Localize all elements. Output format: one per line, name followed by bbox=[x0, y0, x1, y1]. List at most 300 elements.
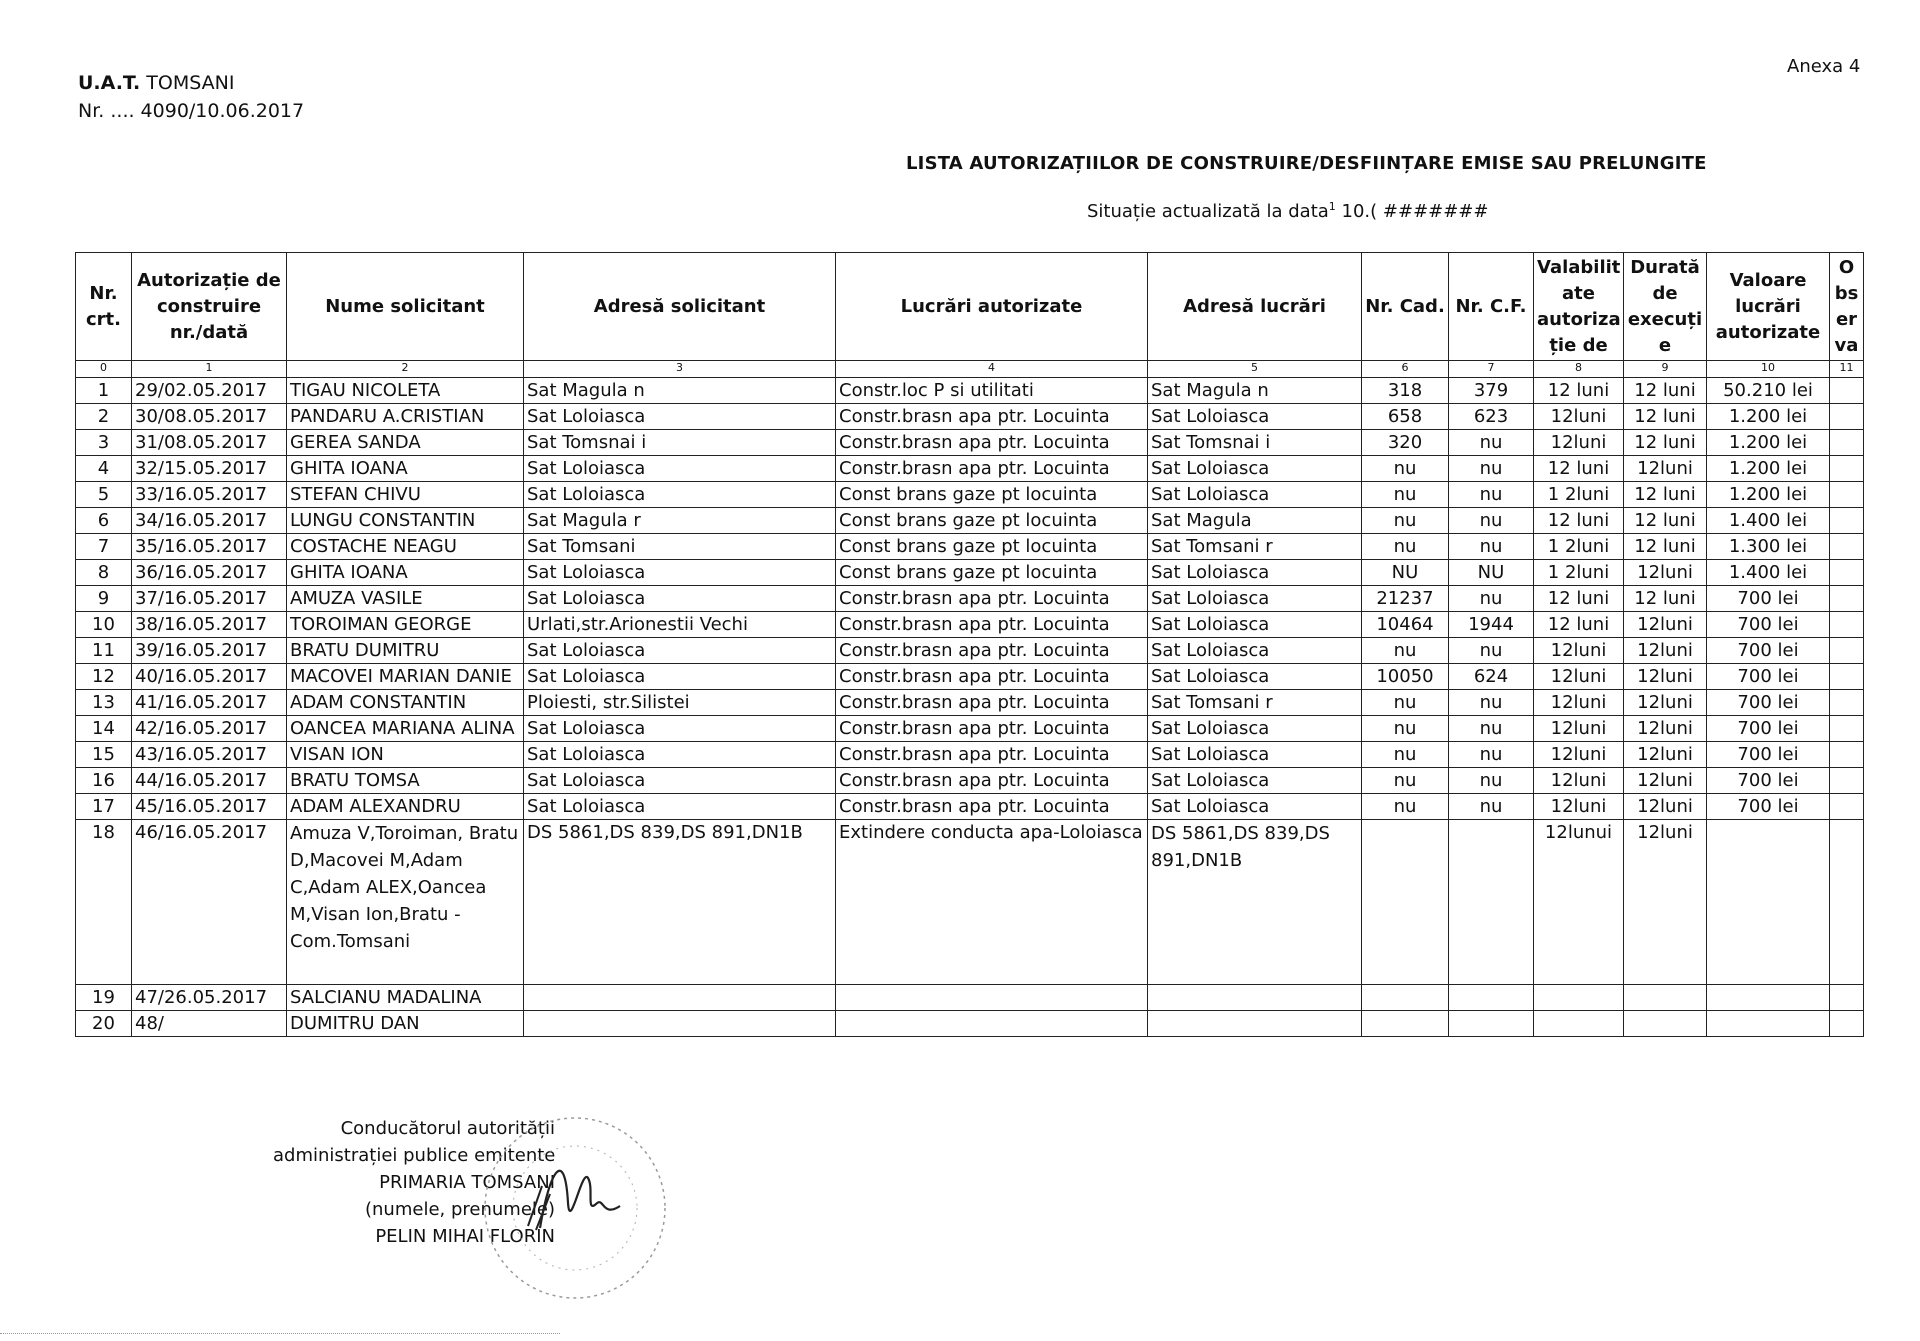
table-cell: 10464 bbox=[1362, 612, 1449, 638]
table-cell: nu bbox=[1362, 690, 1449, 716]
table-cell: Sat Tomsnai i bbox=[524, 430, 836, 456]
table-cell: Sat Magula n bbox=[1148, 378, 1362, 404]
table-cell: 8 bbox=[76, 560, 132, 586]
table-cell: 1.400 lei bbox=[1707, 560, 1830, 586]
table-cell: 1.300 lei bbox=[1707, 534, 1830, 560]
table-cell: BRATU TOMSA bbox=[287, 768, 524, 794]
table-cell: Sat Magula bbox=[1148, 508, 1362, 534]
table-cell: Sat Loloiasca bbox=[1148, 482, 1362, 508]
table-cell: Sat Loloiasca bbox=[1148, 456, 1362, 482]
table-cell: Sat Loloiasca bbox=[524, 742, 836, 768]
table-cell bbox=[1449, 820, 1534, 985]
table-cell: 12luni bbox=[1624, 456, 1707, 482]
table-cell: 15 bbox=[76, 742, 132, 768]
table-cell: Sat Tomsani r bbox=[1148, 690, 1362, 716]
table-cell bbox=[1830, 820, 1864, 985]
table-cell bbox=[1830, 664, 1864, 690]
table-cell bbox=[1362, 820, 1449, 985]
table-cell: PANDARU A.CRISTIAN bbox=[287, 404, 524, 430]
table-cell: GHITA IOANA bbox=[287, 456, 524, 482]
table-cell: Sat Loloiasca bbox=[1148, 612, 1362, 638]
column-number: 1 bbox=[132, 361, 287, 378]
table-cell: TIGAU NICOLETA bbox=[287, 378, 524, 404]
table-cell: 12luni bbox=[1534, 404, 1624, 430]
table-cell: Amuza V,Toroiman, Bratu D,Macovei M,Adam C,Adam ALEX,Oancea M,Visan Ion,Bratu -Com.Tomsani bbox=[287, 820, 524, 985]
table-cell: nu bbox=[1449, 716, 1534, 742]
table-cell: 12luni bbox=[1534, 664, 1624, 690]
table-cell: Constr.brasn apa ptr. Locuinta bbox=[836, 664, 1148, 690]
table-cell: Sat Loloiasca bbox=[1148, 638, 1362, 664]
table-cell bbox=[1830, 612, 1864, 638]
table-cell: AMUZA VASILE bbox=[287, 586, 524, 612]
table-cell: Sat Loloiasca bbox=[524, 586, 836, 612]
table-row bbox=[76, 404, 1864, 430]
table-cell: 1.200 lei bbox=[1707, 404, 1830, 430]
table-cell: ADAM CONSTANTIN bbox=[287, 690, 524, 716]
table-cell: 12luni bbox=[1534, 690, 1624, 716]
table-cell: 6 bbox=[76, 508, 132, 534]
table-cell bbox=[1830, 638, 1864, 664]
table-row bbox=[76, 985, 1864, 1011]
table-cell: Sat Tomsani r bbox=[1148, 534, 1362, 560]
table-cell: 1.400 lei bbox=[1707, 508, 1830, 534]
table-cell bbox=[1148, 985, 1362, 1011]
table-cell: 9 bbox=[76, 586, 132, 612]
table-cell: 12luni bbox=[1624, 612, 1707, 638]
table-cell: Sat Loloiasca bbox=[1148, 560, 1362, 586]
table-cell bbox=[1830, 716, 1864, 742]
table-cell: Sat Tomsani bbox=[524, 534, 836, 560]
table-cell bbox=[1624, 1011, 1707, 1037]
table-cell: 12luni bbox=[1624, 820, 1707, 985]
table-cell: 34/16.05.2017 bbox=[132, 508, 287, 534]
table-cell: 42/16.05.2017 bbox=[132, 716, 287, 742]
table-cell: nu bbox=[1362, 482, 1449, 508]
table-cell: DS 5861,DS 839,DS 891,DN1B bbox=[524, 820, 836, 985]
table-cell: 12 luni bbox=[1624, 482, 1707, 508]
table-cell: 12 luni bbox=[1624, 534, 1707, 560]
table-cell: NU bbox=[1449, 560, 1534, 586]
table-cell: 21237 bbox=[1362, 586, 1449, 612]
table-cell bbox=[1830, 768, 1864, 794]
table-cell: Sat Loloiasca bbox=[524, 638, 836, 664]
table-cell: 17 bbox=[76, 794, 132, 820]
document-number: Nr. .... 4090/10.06.2017 bbox=[78, 100, 305, 122]
table-cell: nu bbox=[1362, 716, 1449, 742]
table-cell bbox=[1707, 985, 1830, 1011]
table-row bbox=[76, 820, 1864, 985]
table-cell: 12luni bbox=[1534, 716, 1624, 742]
table-cell: 12luni bbox=[1534, 638, 1624, 664]
column-header: Nume solicitant bbox=[287, 253, 524, 361]
table-row bbox=[76, 378, 1864, 404]
column-header: Autorizație de construire nr./dată bbox=[132, 253, 287, 361]
table-cell: 658 bbox=[1362, 404, 1449, 430]
table-cell: nu bbox=[1362, 638, 1449, 664]
table-cell: 13 bbox=[76, 690, 132, 716]
column-header: Valabilit ate autoriza ție de bbox=[1534, 253, 1624, 361]
table-row bbox=[76, 560, 1864, 586]
table-cell: GHITA IOANA bbox=[287, 560, 524, 586]
table-cell: Sat Tomsnai i bbox=[1148, 430, 1362, 456]
table-cell: DS 5861,DS 839,DS 891,DN1B bbox=[1148, 820, 1362, 985]
signature-line: administrației publice emitente bbox=[273, 1145, 556, 1166]
table-cell: Sat Loloiasca bbox=[524, 768, 836, 794]
table-cell bbox=[1830, 586, 1864, 612]
table-cell: 700 lei bbox=[1707, 768, 1830, 794]
table-cell bbox=[1362, 985, 1449, 1011]
signature-line: PELIN MIHAI FLORIN bbox=[375, 1226, 555, 1247]
table-cell: MACOVEI MARIAN DANIE bbox=[287, 664, 524, 690]
table-row bbox=[76, 638, 1864, 664]
table-cell: Sat Loloiasca bbox=[524, 560, 836, 586]
table-cell: nu bbox=[1449, 768, 1534, 794]
document-title: LISTA AUTORIZAȚIILOR DE CONSTRUIRE/DESFIINȚARE EMISE SAU PRELUNGITE bbox=[906, 153, 1707, 174]
table-cell: nu bbox=[1449, 456, 1534, 482]
table-cell: 46/16.05.2017 bbox=[132, 820, 287, 985]
table-cell: nu bbox=[1449, 534, 1534, 560]
table-cell: Extindere conducta apa-Loloiasca bbox=[836, 820, 1148, 985]
table-cell: nu bbox=[1362, 534, 1449, 560]
table-cell: 19 bbox=[76, 985, 132, 1011]
table-cell: nu bbox=[1362, 456, 1449, 482]
table-cell bbox=[836, 985, 1148, 1011]
table-row bbox=[76, 586, 1864, 612]
table-cell bbox=[1707, 1011, 1830, 1037]
table-cell: Sat Loloiasca bbox=[524, 664, 836, 690]
table-cell: Ploiesti, str.Silistei bbox=[524, 690, 836, 716]
table-cell: 33/16.05.2017 bbox=[132, 482, 287, 508]
table-cell bbox=[1830, 690, 1864, 716]
table-cell: SALCIANU MADALINA bbox=[287, 985, 524, 1011]
column-header: Nr. Cad. bbox=[1362, 253, 1449, 361]
table-cell: GEREA SANDA bbox=[287, 430, 524, 456]
table-cell: 700 lei bbox=[1707, 612, 1830, 638]
table-cell: Constr.brasn apa ptr. Locuinta bbox=[836, 404, 1148, 430]
table-cell: 38/16.05.2017 bbox=[132, 612, 287, 638]
column-header: Durată de execuți e bbox=[1624, 253, 1707, 361]
table-cell: 36/16.05.2017 bbox=[132, 560, 287, 586]
table-cell: 1 bbox=[76, 378, 132, 404]
table-cell: TOROIMAN GEORGE bbox=[287, 612, 524, 638]
footnote-marker: 1 bbox=[1328, 200, 1336, 213]
table-cell: 12 luni bbox=[1624, 404, 1707, 430]
table-cell: 32/15.05.2017 bbox=[132, 456, 287, 482]
table-cell bbox=[1449, 985, 1534, 1011]
table-cell: NU bbox=[1362, 560, 1449, 586]
table-row bbox=[76, 508, 1864, 534]
table-row bbox=[76, 690, 1864, 716]
table-cell: 1 2luni bbox=[1534, 560, 1624, 586]
table-cell: 7 bbox=[76, 534, 132, 560]
column-header: Valoare lucrări autorizate bbox=[1707, 253, 1830, 361]
column-number: 0 bbox=[76, 361, 132, 378]
table-row bbox=[76, 1011, 1864, 1037]
column-number: 4 bbox=[836, 361, 1148, 378]
table-cell: Sat Loloiasca bbox=[524, 456, 836, 482]
column-header: Nr. C.F. bbox=[1449, 253, 1534, 361]
table-cell: 10 bbox=[76, 612, 132, 638]
table-cell: Constr.brasn apa ptr. Locuinta bbox=[836, 638, 1148, 664]
table-cell: 35/16.05.2017 bbox=[132, 534, 287, 560]
table-cell: Sat Loloiasca bbox=[1148, 586, 1362, 612]
table-cell: ADAM ALEXANDRU bbox=[287, 794, 524, 820]
table-cell: 43/16.05.2017 bbox=[132, 742, 287, 768]
table-cell: nu bbox=[1449, 690, 1534, 716]
table-cell: 700 lei bbox=[1707, 742, 1830, 768]
table-cell: 700 lei bbox=[1707, 664, 1830, 690]
column-number: 9 bbox=[1624, 361, 1707, 378]
table-cell bbox=[1830, 742, 1864, 768]
table-cell: 40/16.05.2017 bbox=[132, 664, 287, 690]
table-cell: Constr.brasn apa ptr. Locuinta bbox=[836, 690, 1148, 716]
table-cell: 12luni bbox=[1534, 768, 1624, 794]
table-cell: 379 bbox=[1449, 378, 1534, 404]
table-cell: 31/08.05.2017 bbox=[132, 430, 287, 456]
table-cell bbox=[1830, 560, 1864, 586]
table-header-row bbox=[76, 253, 1864, 361]
table-cell: Constr.brasn apa ptr. Locuinta bbox=[836, 586, 1148, 612]
table-cell: Sat Loloiasca bbox=[1148, 794, 1362, 820]
table-cell: 12 luni bbox=[1624, 430, 1707, 456]
table-cell bbox=[1449, 1011, 1534, 1037]
table-cell: 320 bbox=[1362, 430, 1449, 456]
table-cell: 20 bbox=[76, 1011, 132, 1037]
uat-name: TOMSANI bbox=[146, 72, 235, 94]
uat-label: U.A.T. bbox=[78, 72, 141, 94]
table-cell: 12luni bbox=[1624, 716, 1707, 742]
table-cell: 700 lei bbox=[1707, 586, 1830, 612]
table-cell: Constr.brasn apa ptr. Locuinta bbox=[836, 768, 1148, 794]
table-cell: nu bbox=[1362, 794, 1449, 820]
table-cell bbox=[1830, 378, 1864, 404]
table-cell: 14 bbox=[76, 716, 132, 742]
table-cell: 48/ bbox=[132, 1011, 287, 1037]
table-cell: 47/26.05.2017 bbox=[132, 985, 287, 1011]
table-cell: 45/16.05.2017 bbox=[132, 794, 287, 820]
update-date-value: 10.( ####### bbox=[1341, 201, 1489, 222]
table-cell: 4 bbox=[76, 456, 132, 482]
table-row bbox=[76, 430, 1864, 456]
table-row bbox=[76, 482, 1864, 508]
signature-line: Conducătorul autorității bbox=[340, 1118, 555, 1139]
table-cell bbox=[524, 1011, 836, 1037]
handwritten-signature-icon bbox=[540, 1171, 620, 1228]
table-cell: nu bbox=[1449, 638, 1534, 664]
table-cell: 41/16.05.2017 bbox=[132, 690, 287, 716]
table-body bbox=[76, 378, 1864, 1037]
table-cell: Const brans gaze pt locuinta bbox=[836, 508, 1148, 534]
signature-line: (numele, prenumele) bbox=[365, 1199, 555, 1220]
table-cell: Sat Loloiasca bbox=[1148, 742, 1362, 768]
column-number: 6 bbox=[1362, 361, 1449, 378]
table-cell: 16 bbox=[76, 768, 132, 794]
table-cell: 12luni bbox=[1534, 794, 1624, 820]
column-number: 3 bbox=[524, 361, 836, 378]
table-cell: Constr.brasn apa ptr. Locuinta bbox=[836, 612, 1148, 638]
table-cell: 12 luni bbox=[1624, 378, 1707, 404]
table-cell: 30/08.05.2017 bbox=[132, 404, 287, 430]
table-row bbox=[76, 742, 1864, 768]
uat-header bbox=[78, 72, 234, 94]
column-header: Adresă solicitant bbox=[524, 253, 836, 361]
table-cell: 12luni bbox=[1624, 690, 1707, 716]
table-cell: Sat Loloiasca bbox=[524, 404, 836, 430]
table-cell bbox=[1830, 404, 1864, 430]
table-cell: 29/02.05.2017 bbox=[132, 378, 287, 404]
column-number: 5 bbox=[1148, 361, 1362, 378]
table-cell: 12 bbox=[76, 664, 132, 690]
table-cell: nu bbox=[1449, 794, 1534, 820]
table-row bbox=[76, 456, 1864, 482]
column-header: Adresă lucrări bbox=[1148, 253, 1362, 361]
table-cell: VISAN ION bbox=[287, 742, 524, 768]
column-number: 10 bbox=[1707, 361, 1830, 378]
table-cell: 39/16.05.2017 bbox=[132, 638, 287, 664]
table-cell: 700 lei bbox=[1707, 638, 1830, 664]
table-cell: 12luni bbox=[1624, 560, 1707, 586]
table-cell bbox=[1830, 482, 1864, 508]
table-cell: Constr.brasn apa ptr. Locuinta bbox=[836, 742, 1148, 768]
table-cell: Sat Loloiasca bbox=[524, 794, 836, 820]
table-cell bbox=[1534, 985, 1624, 1011]
table-cell: 10050 bbox=[1362, 664, 1449, 690]
table-row bbox=[76, 768, 1864, 794]
table-cell bbox=[524, 985, 836, 1011]
table-cell: 1 2luni bbox=[1534, 534, 1624, 560]
table-cell: 12luni bbox=[1624, 794, 1707, 820]
authorizations-table bbox=[75, 252, 1864, 1037]
signature-line: PRIMARIA TOMSANI bbox=[379, 1172, 555, 1193]
table-cell: 12 luni bbox=[1534, 612, 1624, 638]
table-cell: 2 bbox=[76, 404, 132, 430]
table-cell: 12 luni bbox=[1534, 378, 1624, 404]
table-cell: 12luni bbox=[1624, 742, 1707, 768]
page-bottom-rule bbox=[0, 1333, 560, 1334]
table-cell: STEFAN CHIVU bbox=[287, 482, 524, 508]
table-cell: BRATU DUMITRU bbox=[287, 638, 524, 664]
table-cell bbox=[1830, 430, 1864, 456]
table-cell: Const brans gaze pt locuinta bbox=[836, 534, 1148, 560]
table-row bbox=[76, 794, 1864, 820]
table-cell bbox=[1830, 985, 1864, 1011]
table-cell bbox=[1362, 1011, 1449, 1037]
annex-label: Anexa 4 bbox=[1787, 56, 1861, 77]
table-cell: 1.200 lei bbox=[1707, 430, 1830, 456]
table-cell: nu bbox=[1449, 586, 1534, 612]
table-cell: Sat Loloiasca bbox=[1148, 716, 1362, 742]
table-row bbox=[76, 534, 1864, 560]
table-cell: OANCEA MARIANA ALINA bbox=[287, 716, 524, 742]
table-cell: Constr.loc P si utilitati bbox=[836, 378, 1148, 404]
table-cell bbox=[1148, 1011, 1362, 1037]
table-cell: 12luni bbox=[1624, 768, 1707, 794]
table-cell: Const brans gaze pt locuinta bbox=[836, 482, 1148, 508]
table-cell: 12 luni bbox=[1534, 456, 1624, 482]
table-cell bbox=[1534, 1011, 1624, 1037]
official-stamp-icon bbox=[470, 1108, 680, 1308]
table-cell: DUMITRU DAN bbox=[287, 1011, 524, 1037]
table-cell: Urlati,str.Arionestii Vechi bbox=[524, 612, 836, 638]
table-cell: Sat Magula r bbox=[524, 508, 836, 534]
table-cell: 3 bbox=[76, 430, 132, 456]
table-cell: 12 luni bbox=[1624, 508, 1707, 534]
table-cell: Sat Loloiasca bbox=[1148, 664, 1362, 690]
table-cell: 12luni bbox=[1624, 664, 1707, 690]
table-cell: Sat Loloiasca bbox=[1148, 404, 1362, 430]
table-cell bbox=[1830, 794, 1864, 820]
table-cell: Const brans gaze pt locuinta bbox=[836, 560, 1148, 586]
table-row bbox=[76, 664, 1864, 690]
table-cell: 12luni bbox=[1534, 742, 1624, 768]
table-cell: Constr.brasn apa ptr. Locuinta bbox=[836, 794, 1148, 820]
table-cell: nu bbox=[1449, 430, 1534, 456]
table-cell: Constr.brasn apa ptr. Locuinta bbox=[836, 716, 1148, 742]
table-cell bbox=[1830, 456, 1864, 482]
table-cell: 318 bbox=[1362, 378, 1449, 404]
table-cell: Sat Loloiasca bbox=[524, 716, 836, 742]
table-cell bbox=[1624, 985, 1707, 1011]
table-cell: 1.200 lei bbox=[1707, 482, 1830, 508]
table-cell: 12luni bbox=[1534, 430, 1624, 456]
table-cell: 11 bbox=[76, 638, 132, 664]
table-cell: 50.210 lei bbox=[1707, 378, 1830, 404]
table-cell: 12 luni bbox=[1534, 508, 1624, 534]
table-cell bbox=[836, 1011, 1148, 1037]
table-cell: 1 2luni bbox=[1534, 482, 1624, 508]
table-cell: nu bbox=[1449, 742, 1534, 768]
table-cell: 18 bbox=[76, 820, 132, 985]
table-row bbox=[76, 612, 1864, 638]
table-cell: nu bbox=[1362, 508, 1449, 534]
table-cell: nu bbox=[1362, 768, 1449, 794]
table-cell: 624 bbox=[1449, 664, 1534, 690]
table-cell: Constr.brasn apa ptr. Locuinta bbox=[836, 430, 1148, 456]
table-cell: 1944 bbox=[1449, 612, 1534, 638]
table-cell: 5 bbox=[76, 482, 132, 508]
table-cell: Sat Loloiasca bbox=[1148, 768, 1362, 794]
table-cell: 1.200 lei bbox=[1707, 456, 1830, 482]
table-cell bbox=[1830, 1011, 1864, 1037]
table-cell: Constr.brasn apa ptr. Locuinta bbox=[836, 456, 1148, 482]
table-row bbox=[76, 716, 1864, 742]
table-cell: 12 luni bbox=[1624, 586, 1707, 612]
table-cell: Sat Loloiasca bbox=[524, 482, 836, 508]
table-cell: 700 lei bbox=[1707, 716, 1830, 742]
table-cell bbox=[1830, 508, 1864, 534]
update-date-label: Situație actualizată la data bbox=[1087, 201, 1329, 222]
table-cell: 37/16.05.2017 bbox=[132, 586, 287, 612]
table-cell: 44/16.05.2017 bbox=[132, 768, 287, 794]
table-cell: nu bbox=[1449, 482, 1534, 508]
column-header: O bs er va bbox=[1830, 253, 1864, 361]
table-cell: nu bbox=[1362, 742, 1449, 768]
table-cell: 623 bbox=[1449, 404, 1534, 430]
table-cell: COSTACHE NEAGU bbox=[287, 534, 524, 560]
column-number: 7 bbox=[1449, 361, 1534, 378]
table-cell: LUNGU CONSTANTIN bbox=[287, 508, 524, 534]
table-cell: Sat Magula n bbox=[524, 378, 836, 404]
table-cell: 12luni bbox=[1624, 638, 1707, 664]
table-cell: nu bbox=[1449, 508, 1534, 534]
table-cell: 700 lei bbox=[1707, 794, 1830, 820]
column-header: Nr. crt. bbox=[76, 253, 132, 361]
update-date-line bbox=[1087, 200, 1488, 222]
table-cell: 12 luni bbox=[1534, 586, 1624, 612]
table-cell: 12lunui bbox=[1534, 820, 1624, 985]
table-cell: 700 lei bbox=[1707, 690, 1830, 716]
column-number: 2 bbox=[287, 361, 524, 378]
